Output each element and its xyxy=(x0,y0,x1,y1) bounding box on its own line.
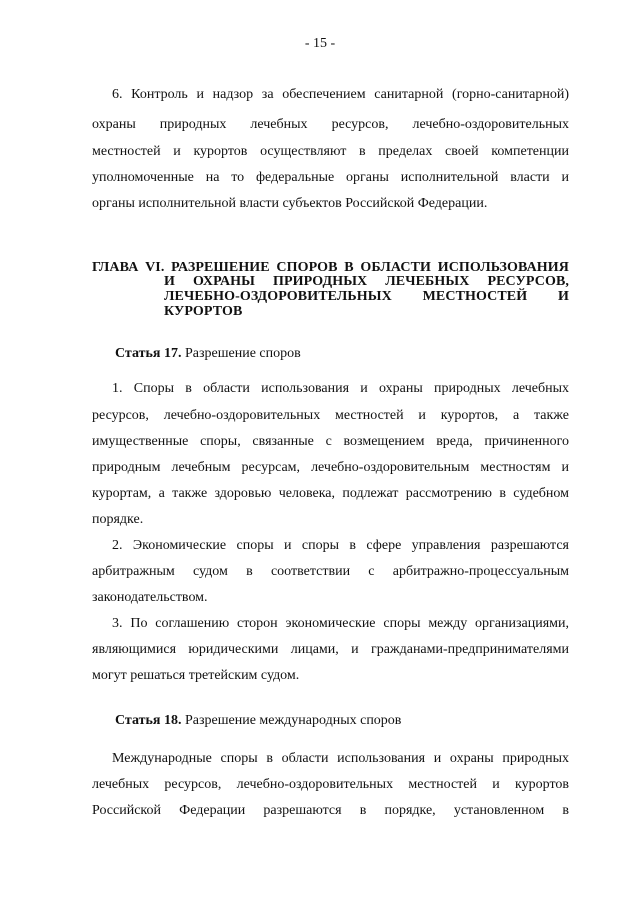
text-line: органы исполнительной власти субъектов Российской Федерации. xyxy=(92,196,488,211)
text-line: уполномоченные на то федеральные органы исполнительной власти и xyxy=(92,170,569,185)
text-line: Российской Федерации разрешаются в порядке, установленном в xyxy=(92,803,569,818)
chapter-title-line: ГЛАВА VI. РАЗРЕШЕНИЕ СПОРОВ В ОБЛАСТИ ИСПОЛЬЗОВАНИЯ xyxy=(92,260,569,275)
text-line: местностей и курортов осуществляют в пределах своей компетенции xyxy=(92,144,569,159)
page-number: - 15 - xyxy=(304,36,336,51)
article-number: Статья 17. xyxy=(115,346,182,361)
text-line: 6. Контроль и надзор за обеспечением санитарной (горно-санитарной) xyxy=(112,87,569,102)
text-line: 1. Споры в области использования и охраны природных лечебных xyxy=(112,381,569,396)
text-line: Международные споры в области использования и охраны природных xyxy=(112,751,569,766)
text-line: порядке. xyxy=(92,512,144,527)
article-17-heading xyxy=(115,345,301,363)
text-line: курортам, а также здоровью человека, подлежат рассмотрению в судебном xyxy=(92,486,569,501)
text-line: ресурсов, лечебно-оздоровительных местностей и курортов, а также xyxy=(92,408,569,423)
text-line: законодательством. xyxy=(92,590,208,605)
text-line: имущественные споры, связанные с возмещением вреда, причиненного xyxy=(92,434,569,449)
article-18-heading xyxy=(115,712,401,730)
text-line: являющимися юридическими лицами, и гражданами-предпринимателями xyxy=(92,642,569,657)
text-line: могут решаться третейским судом. xyxy=(92,668,300,683)
article-title: Разрешение споров xyxy=(184,346,301,361)
chapter-title-line: ЛЕЧЕБНО-ОЗДОРОВИТЕЛЬНЫХ МЕСТНОСТЕЙ И xyxy=(164,289,569,304)
article-number: Статья 18. xyxy=(115,713,182,728)
text-line: лечебных ресурсов, лечебно-оздоровительных местностей и курортов xyxy=(92,777,569,792)
chapter-title-line: КУРОРТОВ xyxy=(164,304,243,319)
text-line: охраны природных лечебных ресурсов, лечебно-оздоровительных xyxy=(92,117,569,132)
article-title: Разрешение международных споров xyxy=(184,713,402,728)
text-line: арбитражным судом в соответствии с арбитражно-процессуальным xyxy=(92,564,569,579)
text-line: 3. По соглашению сторон экономические споры между организациями, xyxy=(112,616,569,631)
text-line: природным лечебным ресурсам, лечебно-оздоровительным местностям и xyxy=(92,460,569,475)
text-line: 2. Экономические споры и споры в сфере управления разрешаются xyxy=(112,538,569,553)
chapter-title-line: И ОХРАНЫ ПРИРОДНЫХ ЛЕЧЕБНЫХ РЕСУРСОВ, xyxy=(164,274,569,289)
